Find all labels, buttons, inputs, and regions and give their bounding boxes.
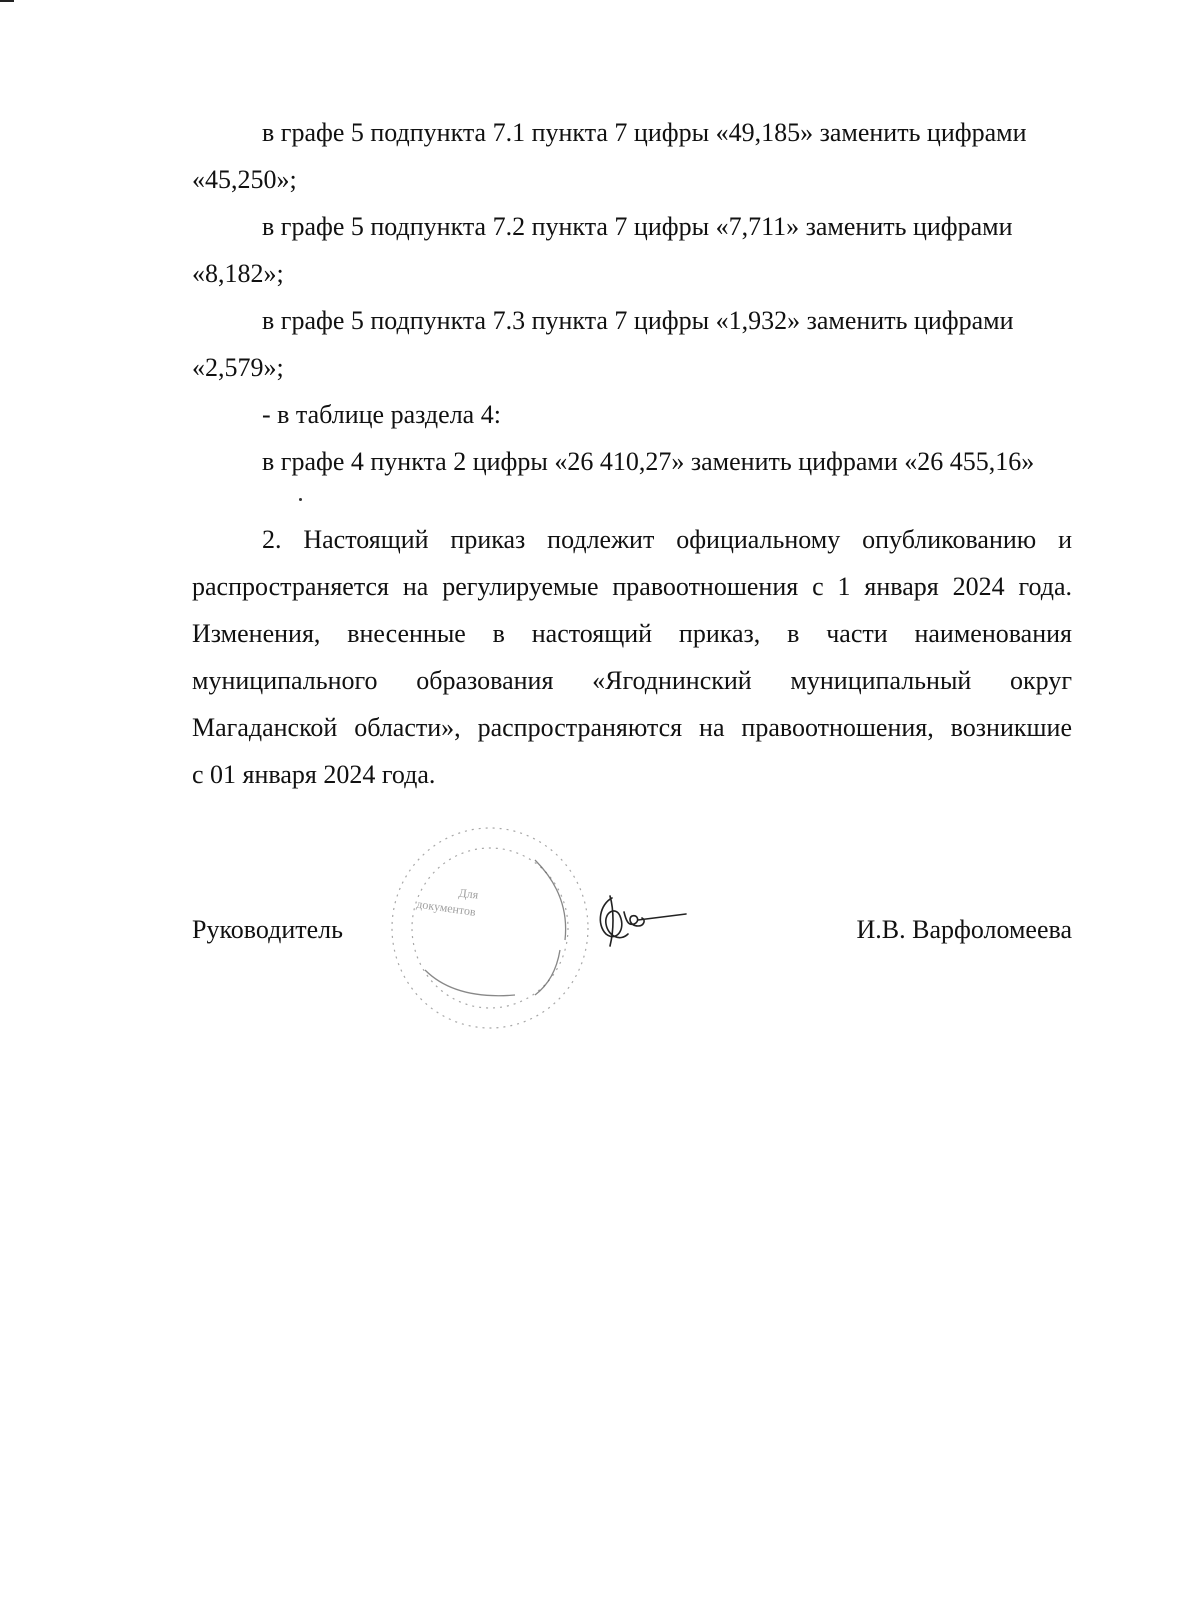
svg-text:документов: документов — [415, 896, 477, 919]
amendment-list — [192, 109, 1072, 485]
amendment-7-2-line2: «8,182»; — [192, 259, 284, 288]
table-section-heading: - в таблице раздела 4: — [262, 400, 501, 429]
signature-row — [192, 910, 1072, 950]
amendment-7-2-line1: в графе 5 подпункта 7.2 пункта 7 цифры «7,711» заменить цифрами — [262, 212, 1013, 241]
clause-2-line3: Изменения, внесенные в настоящий приказ, в части наименования — [192, 619, 1072, 648]
amendment-7-3-line2: «2,579»; — [192, 353, 284, 382]
clause-2-line6: с 01 января 2024 года. — [192, 760, 436, 789]
table-amendment: в графе 4 пункта 2 цифры «26 410,27» заменить цифрами «26 455,16» — [262, 447, 1035, 476]
amendment-7-3-line1: в графе 5 подпункта 7.3 пункта 7 цифры «1,932» заменить цифрами — [262, 306, 1014, 335]
clause-2-line5: Магаданской области», распространяются на правоотношения, возникшие — [192, 713, 1072, 742]
clause-2-line1: 2. Настоящий приказ подлежит официальному опубликованию и — [262, 525, 1072, 554]
scan-corner-mark — [0, 0, 14, 2]
signer-position: Руководитель — [192, 915, 343, 944]
stray-dot — [299, 498, 302, 501]
amendment-7-1-line2: «45,250»; — [192, 165, 297, 194]
signer-name: И.В. Варфоломеева — [856, 915, 1072, 944]
stamp-text: Для — [457, 885, 479, 902]
clause-2-line2: распространяется на регулируемые правоотношения с 1 января 2024 года. — [192, 572, 1072, 601]
clause-2 — [192, 516, 1072, 798]
amendment-7-1-line1: в графе 5 подпункта 7.1 пункта 7 цифры «49,185» заменить цифрами — [262, 118, 1027, 147]
clause-2-line4: муниципального образования «Ягоднинский муниципальный округ — [192, 666, 1072, 695]
